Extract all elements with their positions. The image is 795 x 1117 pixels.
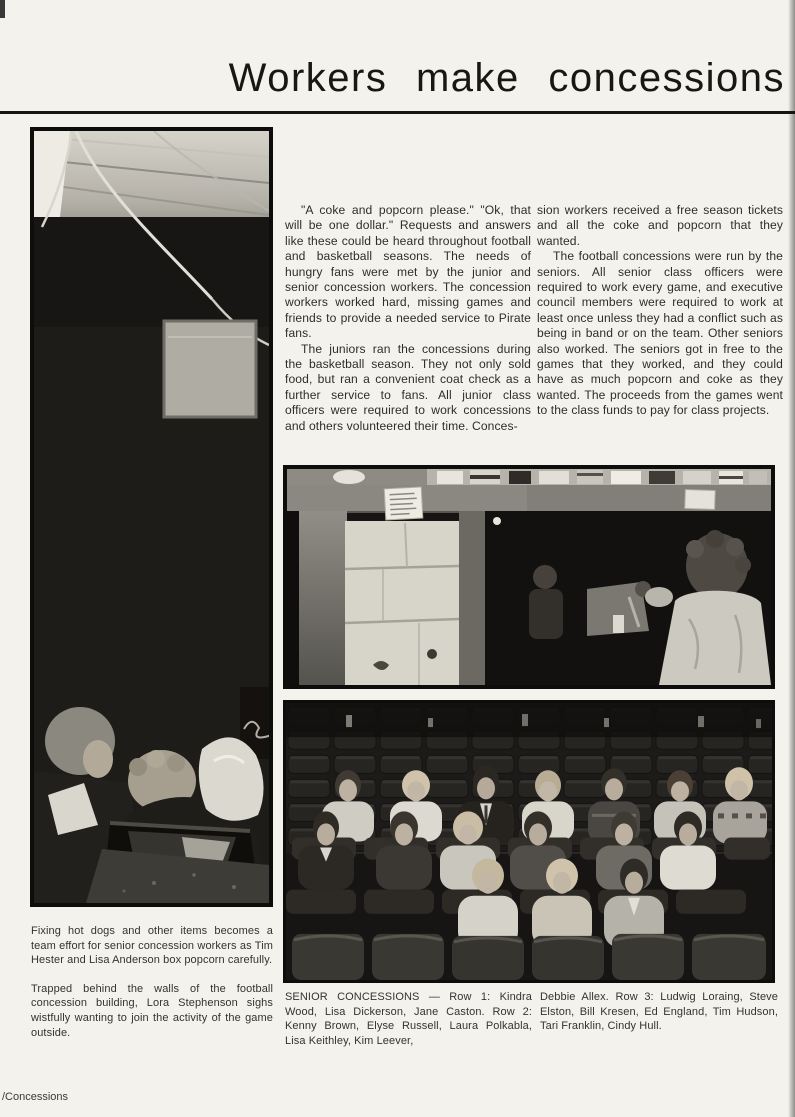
left-photo — [30, 127, 273, 907]
article-paragraph-3: The football concessions were run by the seniors. All senior class officers were required to work every game, and executive council members were required to work at least once unless they had a conflict such as being in band or on the team. Other seniors also worked. The seniors got in free to the games that they worked, and they could have as much popcorn and coke as they wanted. The proceeds from the games went to the class funds to pay for class projects. — [537, 249, 783, 418]
group-caption-column-2: Debbie Allex. Row 3: Ludwig Loraing, Steve Elston, Bill Kresen, Ed England, Tim Hudson, Tari Franklin, Cindy Hull. — [540, 991, 778, 1033]
middle-photo-image — [287, 469, 771, 685]
article-paragraph-2: The juniors ran the concessions during the basketball season. They not only sold food, but ran a convenient coat check as a further service to fans. All junior class officers were required to work concessions and others volunteered their time. Conces- — [285, 341, 531, 433]
page-footer: /Concessions — [2, 1091, 69, 1103]
group-caption-column-1: SENIOR CONCESSIONS — Row 1: Kindra Wood, Lisa Dickerson, Jane Caston. Row 2: Kenny Brown, Elyse Russell, Laura Polkabla, Lisa Keithley, Kim Leever, — [285, 991, 532, 1047]
left-photo-image — [34, 131, 269, 903]
article-column-1 — [285, 203, 531, 434]
middle-photo — [283, 465, 775, 689]
page-title: Workers make concessions — [228, 56, 785, 100]
article-paragraph-2-continued: sion workers received a free season tickets and all the coke and popcorn that they wanted. — [537, 203, 783, 248]
caption-popcorn: Fixing hot dogs and other items becomes a team effort for senior concession workers as Tim Hester and Lisa Anderson box popcorn carefully. — [31, 925, 273, 967]
bottom-photo-image — [286, 703, 772, 980]
article-column-2 — [537, 203, 783, 419]
left-photo-captions — [31, 924, 273, 1054]
bottom-photo — [283, 700, 775, 983]
article-paragraph-1: "A coke and popcorn please." "Ok, that will be one dollar." Requests and answers like these could be heard throughout football and basketball seasons. The needs of hungry fans were met by the junior and senior concession workers. The concession workers worked hard, missing games and friends to provide a needed service to Pirate fans. — [285, 203, 531, 341]
title-rule — [0, 111, 795, 114]
caption-trapped: Trapped behind the walls of the football concession building, Lora Stephenson sighs wistfully wanting to join the activity of the game outside. — [31, 982, 273, 1039]
scan-corner-mark — [0, 0, 5, 18]
page-right-edge-shadow — [788, 0, 795, 1117]
